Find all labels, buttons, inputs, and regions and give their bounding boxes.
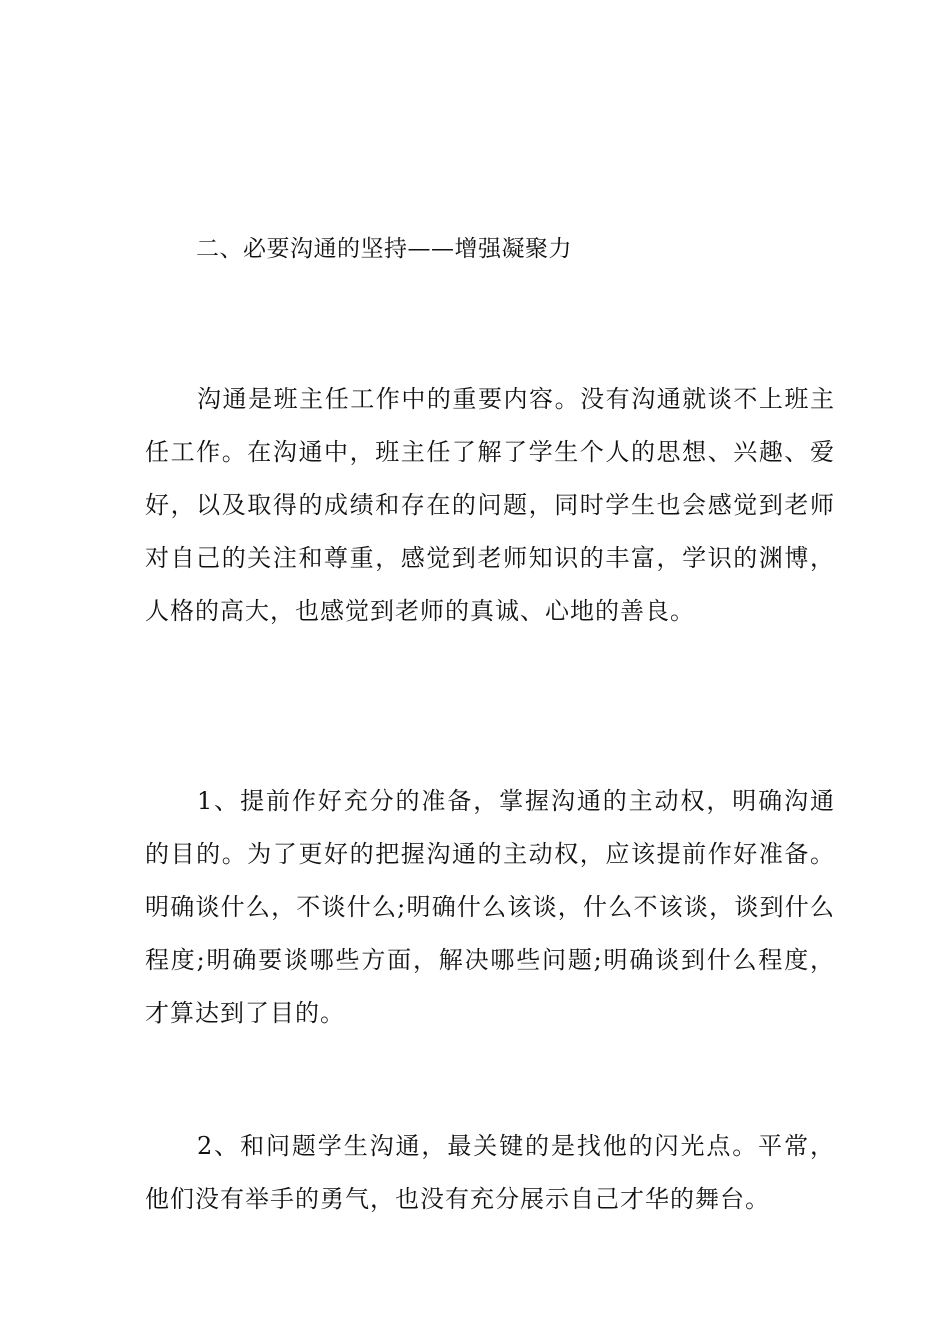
paragraph-communication-intro: 沟通是班主任工作中的重要内容。没有沟通就谈不上班主任工作。在沟通中，班主任了解了学生个人的思想、兴趣、爱好，以及取得的成绩和存在的问题，同时学生也会感觉到老师对自己的关注和尊重，感觉到老师知识的丰富，学识的渊博，人格的高大，也感觉到老师的真诚、心地的善良。	[145, 385, 835, 625]
paragraph-point-2: 2、和问题学生沟通，最关键的是找他的闪光点。平常，他们没有举手的勇气，也没有充分展示自己才华的舞台。	[145, 1132, 835, 1213]
paragraph-point-1: 1、提前作好充分的准备，掌握沟通的主动权，明确沟通的目的。为了更好的把握沟通的主动权，应该提前作好准备。明确谈什么，不谈什么;明确什么该谈，什么不该谈，谈到什么程度;明确要谈哪些方面，解决哪些问题;明确谈到什么程度，才算达到了目的。	[145, 787, 835, 1027]
section-heading: 二、必要沟通的坚持——增强凝聚力	[196, 236, 572, 262]
